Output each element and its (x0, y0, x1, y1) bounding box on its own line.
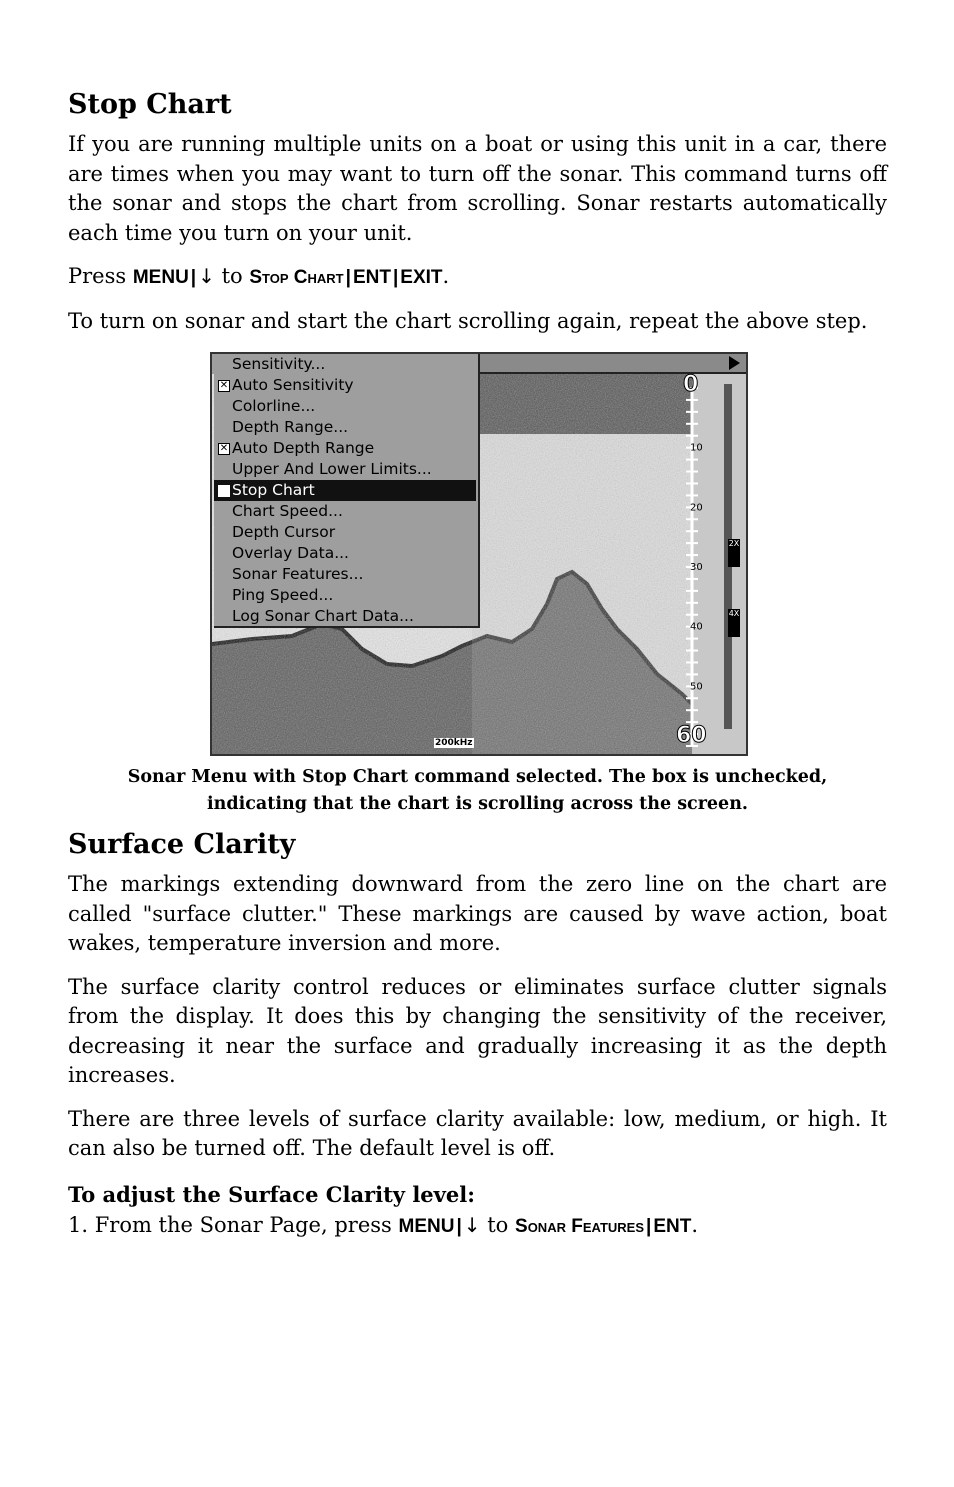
sonar-menu (214, 354, 480, 628)
stop-chart-restart-note: To turn on sonar and start the chart scrolling again, repeat the above step. (68, 308, 868, 333)
menu-item-label: Sensitivity... (232, 355, 326, 373)
menu-item-label: Upper And Lower Limits... (232, 460, 432, 478)
down-arrow-icon: ↓ (463, 1212, 481, 1237)
menu-item[interactable] (214, 501, 478, 522)
zoom-2x-button[interactable]: 2X (728, 539, 740, 567)
surface-clarity-para-2: The surface clarity control reduces or eliminates surface clutter signals from the display. It does this by changing the sensitivity of the receiver, decreasing it near the surface and gradually increasing it as the depth increases. (68, 974, 887, 1087)
surface-clarity-para-3: There are three levels of surface clarity available: low, medium, or high. It can also be turned off. The default level is off. (68, 1106, 887, 1160)
menu-item[interactable] (214, 522, 478, 543)
stop-chart-description: If you are running multiple units on a boat or using this unit in a car, there are times when you may want to turn off the sonar. This command turns off the sonar and stops the chart from scrolling. Sonar restarts automatically each time you turn on your unit. (68, 132, 887, 245)
menu-item-label: Colorline... (232, 397, 316, 415)
menu-item[interactable] (214, 354, 478, 375)
checkbox-icon[interactable] (218, 485, 230, 497)
down-arrow-icon: ↓ (198, 264, 215, 288)
period: . (691, 1212, 699, 1237)
key-menu: MENU (398, 1215, 455, 1237)
menu-item[interactable] (214, 564, 478, 585)
menu-item[interactable] (214, 375, 478, 396)
to-label: to (221, 264, 243, 288)
frequency-label: 200kHz (435, 738, 473, 748)
instruction-step-1 (68, 1210, 887, 1242)
depth-tick-label: 10 (690, 442, 703, 454)
menu-item-label: Overlay Data... (232, 544, 349, 562)
checkbox-icon[interactable]: ✕ (219, 380, 229, 391)
menu-item[interactable] (214, 396, 478, 417)
period: . (442, 264, 450, 288)
menu-item[interactable] (214, 543, 478, 564)
section-heading-surface-clarity: Surface Clarity (68, 829, 296, 860)
key-menu: MENU (132, 267, 189, 288)
menu-item-label: Chart Speed... (232, 502, 343, 520)
menu-item[interactable] (214, 417, 478, 438)
menu-item-label: Depth Range... (232, 418, 349, 436)
depth-tick-label: 50 (690, 681, 703, 693)
surface-clarity-para-1: The markings extending downward from the zero line on the chart are called "surface clutter." These markings are caused by wave action, boat wakes, temperature inversion and more. (68, 872, 887, 955)
menu-item[interactable] (214, 459, 478, 480)
sonar-title-bar (480, 354, 746, 374)
depth-tick-label: 40 (690, 621, 703, 633)
depth-tick-label: 20 (690, 502, 703, 514)
depth-bottom-label: 60 (676, 723, 707, 748)
menu-item[interactable] (214, 480, 476, 501)
to-label: to (487, 1212, 509, 1237)
key-separator: | (345, 267, 351, 288)
key-ent: ENT (653, 1215, 692, 1237)
caption-line-1: Sonar Menu with Stop Chart command selected. The box is unchecked, (127, 767, 828, 787)
key-exit: EXIT (400, 267, 443, 288)
menu-item-label: Auto Depth Range (232, 439, 375, 457)
menu-item[interactable] (214, 606, 478, 627)
command-sonar-features: Sonar Features (515, 1215, 645, 1237)
depth-top-label: 0 (683, 372, 699, 397)
stop-chart-instruction (68, 262, 887, 293)
menu-item-label: Stop Chart (232, 481, 315, 499)
sonar-screen-figure (210, 352, 748, 756)
press-label: Press (68, 264, 127, 288)
command-stop-chart: Stop Chart (249, 267, 344, 288)
zoom-4x-button[interactable]: 4X (728, 609, 740, 637)
depth-tick-label: 30 (690, 562, 703, 573)
menu-item-label: Log Sonar Chart Data... (232, 607, 414, 625)
sonar-fish-texture (472, 374, 692, 754)
menu-item-label: Ping Speed... (232, 586, 334, 604)
menu-item[interactable] (214, 585, 478, 606)
instruction-heading: To adjust the Surface Clarity level: (68, 1181, 475, 1207)
key-separator: | (190, 267, 197, 288)
key-separator: | (456, 1215, 462, 1237)
menu-item-label: Depth Cursor (232, 523, 336, 541)
key-separator: | (646, 1215, 652, 1237)
menu-item-label: Sonar Features... (232, 565, 364, 583)
manual-page (68, 88, 887, 1242)
key-separator: | (392, 267, 399, 288)
key-ent: ENT (352, 267, 391, 288)
section-heading-stop-chart: Stop Chart (68, 89, 232, 120)
menu-item[interactable] (214, 438, 478, 459)
play-icon (729, 356, 740, 370)
caption-line-2: indicating that the chart is scrolling across the screen. (206, 794, 749, 814)
instruction-block (68, 1180, 887, 1242)
menu-item-label: Auto Sensitivity (232, 376, 354, 394)
checkbox-icon[interactable]: ✕ (219, 443, 229, 454)
figure-caption (68, 764, 887, 818)
step-1-prefix: 1. From the Sonar Page, press (68, 1212, 392, 1237)
